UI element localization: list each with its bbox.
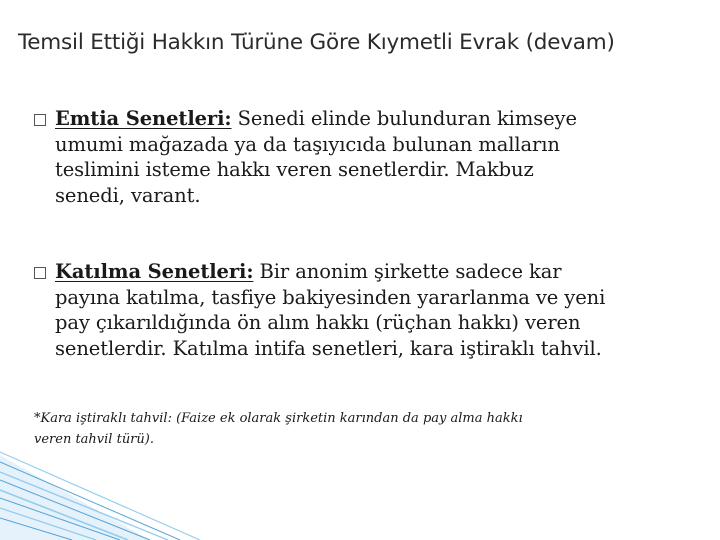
bullet-text: senedi, varant. (55, 183, 201, 207)
bullet-text: pay çıkarıldığında ön alım hakkı (rüçhan hakkı) veren (55, 311, 581, 334)
decorative-stripes (0, 452, 200, 540)
bullet-text: teslimini isteme hakkı veren senetlerdir. Makbuz (55, 158, 534, 181)
bullet-term: Katılma Senetleri: (55, 260, 254, 283)
decorative-wedge (0, 455, 150, 540)
bullet-text: umumi mağazada ya da taşıyıcıda bulunan malların (55, 132, 560, 156)
bullet-text: Bir anonim şirkette sadece kar (253, 260, 562, 283)
slide-title: Temsil Ettiği Hakkın Türüne Göre Kıymetli Evrak (devam) (18, 30, 615, 55)
bullet-term: Emtia Senetleri: (55, 107, 232, 130)
footnote-line: *Kara iştiraklı tahvil: (Faize ek olarak şirketin karından da pay alma hakkı (34, 411, 523, 426)
bullet-text: Senedi elinde bulunduran kimseye (231, 107, 577, 130)
bullet-text: senetlerdir. Katılma intifa senetleri, kara iştiraklı tahvil. (55, 336, 602, 360)
footnote-line: veren tahvil türü). (34, 432, 154, 447)
bullet-text: payına katılma, tasfiye bakiyesinden yararlanma ve yeni (55, 285, 606, 309)
